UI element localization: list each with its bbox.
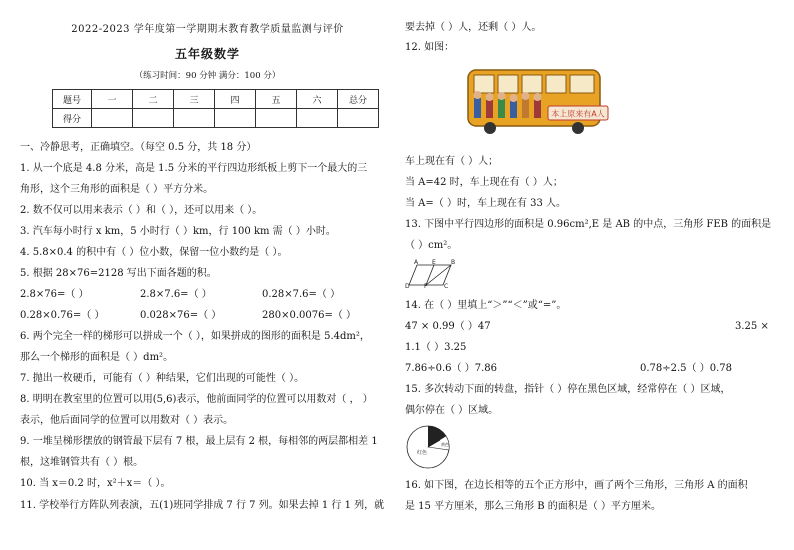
figure-label: E [432,259,436,266]
question-12b: 当 A=42 时，车上现在有（ ）人； [405,177,563,188]
question-5-item: 0.28×0.76=（ ） [20,310,105,321]
question-16-line1: 16. 如下图，在边长相等的五个正方形中，画了两个三角形，三角形 A 的面积 [405,480,748,491]
score-table-header: 二 [133,90,174,109]
score-cell[interactable] [92,109,133,128]
spinner-figure [405,424,451,470]
score-cell[interactable] [174,109,215,128]
question-7: 7. 抛出一枚硬币，可能有（ ）种结果，它们出现的可能性（ ）。 [20,373,305,384]
section-1-heading: 一、冷静思考，正确填空。（每空 0.5 分，共 18 分） [20,142,257,153]
question-1-line1: 1. 从一个底是 4.8 分米，高是 1.5 分米的平行四边形纸板上剪下一个最大的三 [20,163,368,174]
score-table-header: 四 [215,90,256,109]
question-14-item: 3.25 × [735,321,769,332]
score-table-header: 五 [256,90,297,109]
question-4: 4. 5.8×0.4 的积中有（ ）位小数，保留一位小数约是（ ）。 [20,247,288,258]
question-1-line2: 角形，这个三角形的面积是（ ）平方分米。 [20,184,214,195]
question-11-line1: 11. 学校举行方阵队列表演，五(1)班同学排成 7 行 7 列。如果去掉 1 行 1 列，就 [20,500,385,511]
parallelogram-figure [405,258,460,288]
question-16-line2: 是 15 平方厘米，那么三角形 B 的面积是（ ）平方厘米。 [405,501,661,512]
question-2: 2. 数不仅可以用来表示（ ）和（ ），还可以用来（ ）。 [20,205,263,216]
score-table-header: 总分 [338,90,379,109]
spinner-label-red: 红色 [417,450,428,456]
question-6-line2: 那么一个梯形的面积是（ ）dm²。 [20,352,174,363]
question-5-item: 0.28×7.6=（ ） [262,289,341,300]
score-cell[interactable] [133,109,174,128]
question-5-item: 0.028×76=（ ） [140,310,222,321]
question-13-line1: 13. 下图中平行四边形的面积是 0.96cm²,E 是 AB 的中点，三角形 FEB 的面积是 [405,219,772,230]
question-5-item: 280×0.0076=（ ） [262,310,357,321]
question-3: 3. 汽车每小时行 x km，5 小时行（ ）km，行 100 km 需（ ）小时。 [20,226,336,237]
score-cell[interactable] [215,109,256,128]
bus-sign: 本上原来有A人 [551,109,605,119]
figure-label: A [414,259,419,266]
score-cell[interactable] [256,109,297,128]
score-table-header: 六 [297,90,338,109]
question-8-line1: 8. 明明在教室里的位置可以用(5,6)表示，他前面同学的位置可以用数对（ ， ） [20,394,373,405]
question-9-line2: 根，这堆钢管共有（ ）根。 [20,457,144,468]
score-table-header: 一 [92,90,133,109]
score-cell[interactable] [338,109,379,128]
question-11-line2: 要去掉（ ）人，还剩（ ）人。 [405,22,542,33]
question-14-item: 1.1（ ）3.25 [405,342,467,353]
figure-label: F [424,283,428,288]
question-14-item: 0.78÷2.5（ ）0.78 [640,363,732,374]
score-table [52,89,379,128]
question-9-line1: 9. 一堆呈梯形摆放的钢管最下层有 7 根，最上层有 2 根，每相邻的两层都相差 1 [20,436,378,447]
question-15-line2: 偶尔停在（ ）区域。 [405,405,499,416]
question-15-line1: 15. 多次转动下面的转盘，指针（ ）停在黑色区域，经常停在（ ）区域， [405,384,731,395]
score-table-header: 三 [174,90,215,109]
question-14-item: 7.86÷0.6（ ）7.86 [405,363,497,374]
question-8-line2: 表示，他后面同学的位置可以用数对（ ）表示。 [20,415,234,426]
question-6-line1: 6. 两个完全一样的梯形可以拼成一个（ ），如果拼成的图形的面积是 5.4dm²， [20,331,370,342]
score-cell[interactable] [297,109,338,128]
question-13-line2: （ ）cm²。 [405,240,458,251]
figure-label: D [405,283,410,288]
spinner-label-yellow: 黄色 [441,442,449,447]
exam-header-line1: 2022-2023 学年度第一学期期末教育教学质量监测与评价 [71,24,344,35]
question-5: 5. 根据 28×76=2128 写出下面各题的积。 [20,268,217,279]
bus-illustration [460,66,610,136]
question-12: 12. 如图： [405,42,455,53]
question-14-item: 47 × 0.99（ ）47 [405,321,491,332]
score-table-header: 题号 [53,90,92,109]
score-table-row-label: 得分 [53,109,92,128]
figure-label: C [444,283,449,288]
question-12a: 车上现在有（ ）人； [405,156,499,167]
question-5-item: 2.8×7.6=（ ） [140,289,212,300]
question-10: 10. 当 x＝0.2 时，x²＋x＝（ ）。 [20,478,171,489]
exam-time-score: （练习时间：90 分钟 满分：100 分） [134,71,281,81]
question-14: 14. 在（ ）里填上“＞”“＜”或“=”。 [405,300,567,311]
figure-label: B [451,259,456,266]
exam-title: 五年级数学 [174,47,240,61]
question-5-item: 2.8×76=（ ） [20,289,89,300]
question-12c: 当 A=（ ）时，车上现在有 33 人。 [405,198,567,209]
